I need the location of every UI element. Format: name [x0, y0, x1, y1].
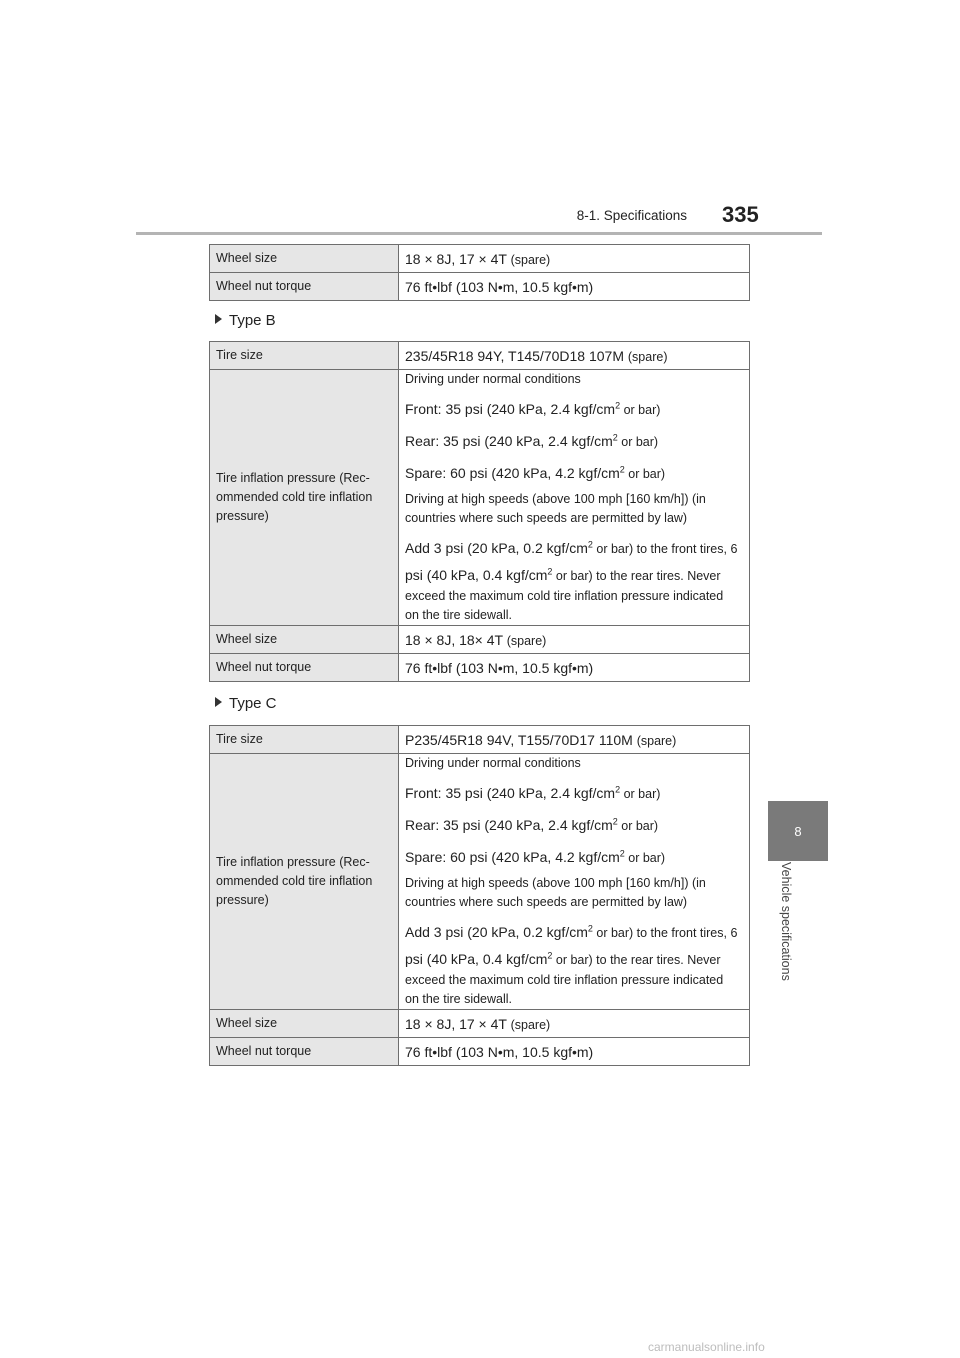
- header-rule: [136, 232, 822, 235]
- wheel-size-label: Wheel size: [210, 626, 399, 654]
- add-line-2: psi (40 kPa, 0.4 kgf/$cm^2$ or bar) to the rear tires. Never: [405, 950, 721, 967]
- front-pressure: Front: 35 psi (240 kPa, 2.4 kgf/$cm^2$ or bar): [405, 400, 661, 417]
- wheel-size-label: Wheel size: [210, 245, 399, 273]
- add-line-4: on the tire sidewall.: [405, 992, 513, 1006]
- high-speed-line-2: countries where such speeds are permitted by law): [405, 895, 688, 909]
- add-line-4: on the tire sidewall.: [405, 608, 513, 622]
- wheel-nut-torque-value: 76 ft•lbf (103 N•m, 10.5 kgf•m): [399, 273, 750, 301]
- tire-pressure-label: Tire inflation pressure (Rec-ommended cold tire inflation pressure): [210, 370, 399, 626]
- wheel-nut-torque-value: 76 ft•lbf (103 N•m, 10.5 kgf•m): [399, 1038, 750, 1066]
- wheel-nut-torque-label: Wheel nut torque: [210, 654, 399, 682]
- add-line-1: Add 3 psi (20 kPa, 0.2 kgf/$cm^2$ or bar) to the front tires, 6: [405, 923, 738, 940]
- table-row: [210, 342, 750, 370]
- high-speed-line-2: countries where such speeds are permitted by law): [405, 511, 688, 525]
- spec-table-continued: [209, 244, 750, 301]
- triangle-bullet-icon: [215, 314, 222, 324]
- wheel-size-label: Wheel size: [210, 1010, 399, 1038]
- wheel-nut-torque-label: Wheel nut torque: [210, 273, 399, 301]
- triangle-bullet-icon: [215, 697, 222, 707]
- table-row: [210, 654, 750, 682]
- tire-pressure-value: [399, 754, 750, 1010]
- normal-conditions-heading: Driving under normal conditions: [405, 756, 581, 770]
- table-row: [210, 754, 750, 1010]
- footer-watermark: carmanualsonline.info: [648, 1340, 765, 1354]
- wheel-nut-torque-value: 76 ft•lbf (103 N•m, 10.5 kgf•m): [399, 654, 750, 682]
- tire-size-label: Tire size: [210, 342, 399, 370]
- add-line-2: psi (40 kPa, 0.4 kgf/$cm^2$ or bar) to the rear tires. Never: [405, 566, 721, 583]
- chapter-label: Vehicle specifications: [779, 862, 793, 981]
- table-row: [210, 626, 750, 654]
- wheel-nut-torque-label: Wheel nut torque: [210, 1038, 399, 1066]
- normal-conditions-heading: Driving under normal conditions: [405, 372, 581, 386]
- tire-pressure-label: Tire inflation pressure (Rec-ommended cold tire inflation pressure): [210, 754, 399, 1010]
- front-pressure: Front: 35 psi (240 kPa, 2.4 kgf/$cm^2$ or bar): [405, 784, 661, 801]
- table-row: [210, 1038, 750, 1066]
- rear-pressure: Rear: 35 psi (240 kPa, 2.4 kgf/$cm^2$ or bar): [405, 432, 659, 449]
- chapter-number: 8: [794, 823, 802, 839]
- high-speed-line-1: Driving at high speeds (above 100 mph [160 km/h]) (in: [405, 492, 706, 506]
- tire-size-label: Tire size: [210, 726, 399, 754]
- rear-pressure: Rear: 35 psi (240 kPa, 2.4 kgf/$cm^2$ or bar): [405, 816, 659, 833]
- spec-table-type-b: [209, 341, 750, 682]
- wheel-size-value: 18 × 8J, 17 × 4T (spare): [399, 1010, 750, 1038]
- wheel-size-value: 18 × 8J, 17 × 4T (spare): [399, 245, 750, 273]
- type-c-heading: Type C: [215, 695, 277, 712]
- tire-size-value: 235/45R18 94Y, T145/70D18 107M (spare): [399, 342, 750, 370]
- section-title: 8-1. Specifications: [576, 208, 687, 223]
- add-line-3: exceed the maximum cold tire inflation pressure indicated: [405, 973, 724, 987]
- table-row: [210, 245, 750, 273]
- spare-pressure: Spare: 60 psi (420 kPa, 4.2 kgf/$cm^2$ or bar): [405, 848, 666, 865]
- high-speed-line-1: Driving at high speeds (above 100 mph [160 km/h]) (in: [405, 876, 706, 890]
- table-row: [210, 1010, 750, 1038]
- wheel-size-value: 18 × 8J, 18× 4T (spare): [399, 626, 750, 654]
- table-row: [210, 273, 750, 301]
- table-row: [210, 370, 750, 626]
- table-row: [210, 726, 750, 754]
- type-b-heading: Type B: [215, 312, 276, 329]
- chapter-tab: [768, 801, 828, 861]
- spare-pressure: Spare: 60 psi (420 kPa, 4.2 kgf/$cm^2$ or bar): [405, 464, 666, 481]
- page-number: 335: [722, 202, 759, 227]
- chapter-label-wrap: [779, 862, 793, 1012]
- tire-size-value: P235/45R18 94V, T155/70D17 110M (spare): [399, 726, 750, 754]
- add-line-3: exceed the maximum cold tire inflation pressure indicated: [405, 589, 724, 603]
- tire-pressure-value: [399, 370, 750, 626]
- add-line-1: Add 3 psi (20 kPa, 0.2 kgf/$cm^2$ or bar) to the front tires, 6: [405, 539, 738, 556]
- spec-table-type-c: [209, 725, 750, 1066]
